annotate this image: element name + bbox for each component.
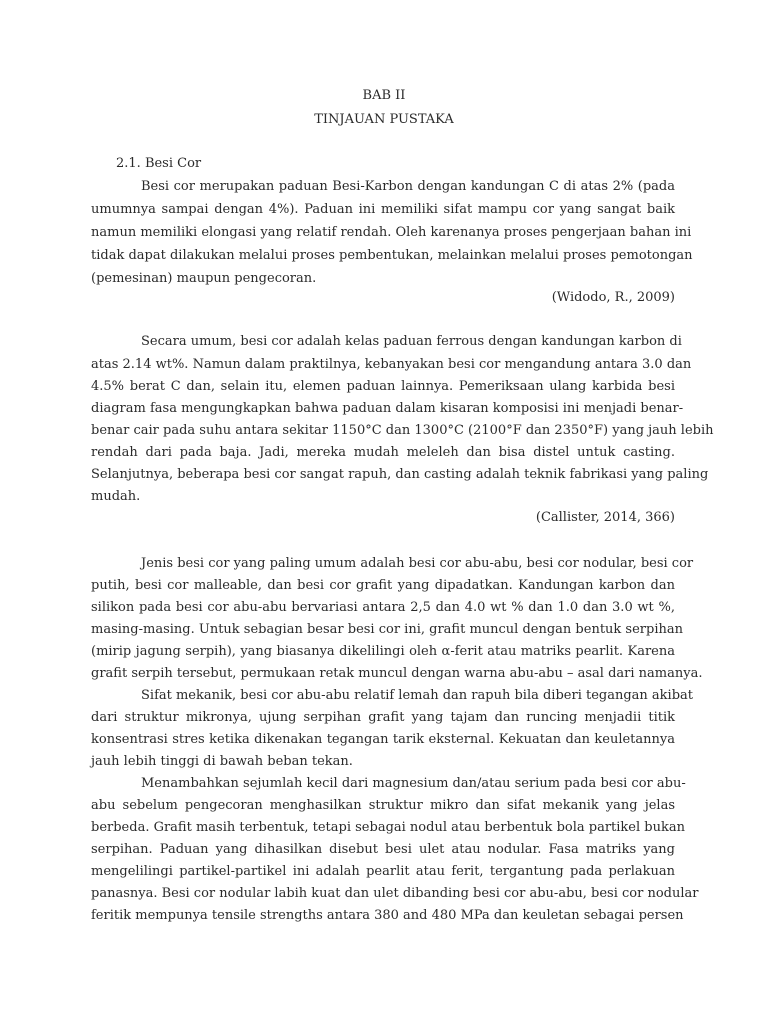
- paragraph-line: namun memiliki elongasi yang relatif rendah. Oleh karenanya proses pengerjaan bahan ini: [91, 225, 692, 240]
- paragraph-line: silikon pada besi cor abu-abu bervariasi antara 2,5 dan 4.0 wt % dan 1.0 dan 3.0 wt %,: [91, 600, 675, 615]
- paragraph-line: benar cair pada suhu antara sekitar 1150°C dan 1300°C (2100°F dan 2350°F) yang jauh lebih: [91, 423, 714, 438]
- paragraph-line: (pemesinan) maupun pengecoran.: [91, 271, 317, 286]
- paragraph-line: Jenis besi cor yang paling umum adalah besi cor abu-abu, besi cor nodular, besi cor: [141, 556, 694, 571]
- paragraph-line: diagram fasa mengungkapkan bahwa paduan dalam kisaran komposisi ini menjadi benar-: [91, 401, 684, 416]
- paragraph-line: panasnya. Besi cor nodular labih kuat dan ulet dibanding besi cor abu-abu, besi cor nodular: [91, 886, 699, 901]
- paragraph-line: mengelilingi partikel-partikel ini adalah pearlit atau ferit, tergantung pada perlakuan: [91, 864, 675, 879]
- paragraph-line: feritik mempunya tensile strengths antara 380 and 480 MPa dan keuletan sebagai persen: [91, 908, 684, 923]
- paragraph-line: jauh lebih tinggi di bawah beban tekan.: [91, 754, 353, 769]
- paragraph-line: Besi cor merupakan paduan Besi-Karbon dengan kandungan C di atas 2% (pada: [141, 179, 675, 194]
- chapter-heading: BAB II: [362, 88, 406, 103]
- paragraph-line: serpihan. Paduan yang dihasilkan disebut besi ulet atau nodular. Fasa matriks yang: [91, 842, 675, 857]
- paragraph-line: 4.5% berat C dan, selain itu, elemen paduan lainnya. Pemeriksaan ulang karbida besi: [91, 379, 675, 394]
- citation: (Widodo, R., 2009): [551, 290, 675, 305]
- paragraph-line: berbeda. Grafit masih terbentuk, tetapi sebagai nodul atau berbentuk bola partikel bukan: [91, 820, 685, 835]
- paragraph-line: atas 2.14 wt%. Namun dalam praktilnya, kebanyakan besi cor mengandung antara 3.0 dan: [91, 357, 692, 372]
- paragraph-line: umumnya sampai dengan 4%). Paduan ini memiliki sifat mampu cor yang sangat baik: [91, 202, 675, 217]
- chapter-title: TINJAUAN PUSTAKA: [314, 112, 454, 127]
- paragraph-line: konsentrasi stres ketika dikenakan tegangan tarik eksternal. Kekuatan dan keuletannya: [91, 732, 675, 747]
- paragraph-line: rendah dari pada baja. Jadi, mereka mudah meleleh dan bisa distel untuk casting.: [91, 445, 675, 460]
- paragraph-line: (mirip jagung serpih), yang biasanya dikelilingi oleh α-ferit atau matriks pearlit. Karena: [91, 644, 675, 659]
- paragraph-line: dari struktur mikronya, ujung serpihan grafit yang tajam dan runcing menjadii titik: [91, 710, 675, 725]
- paragraph-line: grafit serpih tersebut, permukaan retak muncul dengan warna abu-abu – asal dari namanya.: [91, 666, 703, 681]
- paragraph-line: abu sebelum pengecoran menghasilkan struktur mikro dan sifat mekanik yang jelas: [91, 798, 675, 813]
- paragraph-line: Sifat mekanik, besi cor abu-abu relatif lemah dan rapuh bila diberi tegangan akibat: [141, 688, 694, 703]
- paragraph-line: Selanjutnya, beberapa besi cor sangat rapuh, dan casting adalah teknik fabrikasi yang paling: [91, 467, 709, 482]
- section-heading: 2.1. Besi Cor: [116, 156, 202, 171]
- paragraph-line: masing-masing. Untuk sebagian besar besi cor ini, grafit muncul dengan bentuk serpihan: [91, 622, 683, 637]
- paragraph-line: Menambahkan sejumlah kecil dari magnesium dan/atau serium pada besi cor abu-: [141, 776, 686, 791]
- paragraph-line: mudah.: [91, 489, 141, 504]
- citation: (Callister, 2014, 366): [535, 510, 675, 525]
- paragraph-line: Secara umum, besi cor adalah kelas paduan ferrous dengan kandungan karbon di: [141, 334, 682, 349]
- paragraph-line: putih, besi cor malleable, dan besi cor grafit yang dipadatkan. Kandungan karbon dan: [91, 578, 675, 593]
- paragraph-line: tidak dapat dilakukan melalui proses pembentukan, melainkan melalui proses pemotongan: [91, 248, 693, 263]
